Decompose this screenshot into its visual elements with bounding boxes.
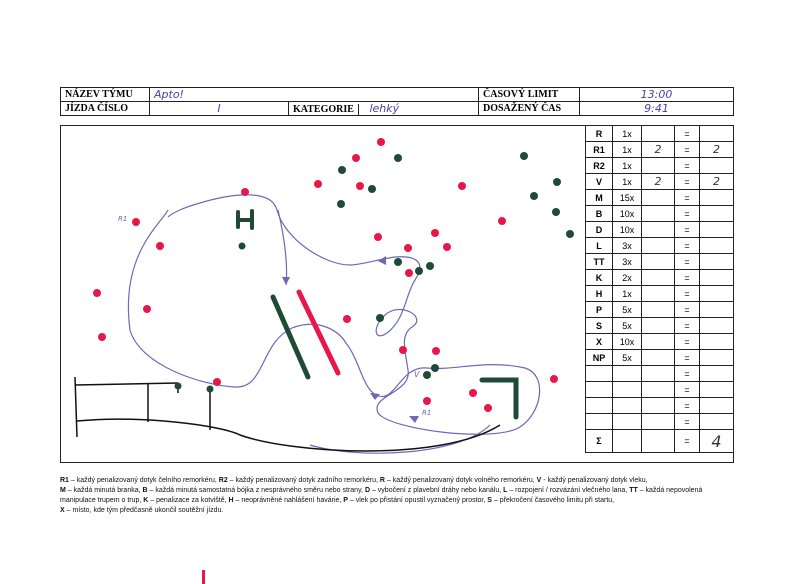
scoring-eq-cell: = bbox=[675, 174, 700, 190]
legend-text: – překročení časového limitu při startu, bbox=[491, 497, 615, 504]
scoring-code-cell bbox=[586, 366, 613, 382]
green-buoy bbox=[426, 262, 434, 270]
legend-code: K bbox=[143, 497, 149, 504]
scoring-eq-cell: = bbox=[675, 398, 700, 414]
legend-code: H bbox=[228, 497, 234, 504]
scoring-empty-cell bbox=[613, 430, 642, 453]
scoring-total-cell bbox=[700, 286, 734, 302]
scoring-sum-total-cell: 4 bbox=[700, 430, 734, 453]
scoring-eq-cell: = bbox=[675, 158, 700, 174]
scoring-eq-cell: = bbox=[675, 206, 700, 222]
legend-code: X bbox=[60, 507, 65, 514]
scoring-mult-cell: 3x bbox=[613, 238, 642, 254]
scoring-row bbox=[586, 350, 734, 366]
green-buoy bbox=[423, 371, 431, 379]
scoring-mult-cell: 5x bbox=[613, 350, 642, 366]
red-buoy bbox=[352, 154, 360, 162]
green-buoy bbox=[239, 243, 246, 250]
time-limit-value: 13:00 bbox=[580, 88, 734, 102]
scoring-eq-cell: = bbox=[675, 302, 700, 318]
scoring-code-cell: V bbox=[586, 174, 613, 190]
legend-code: L bbox=[503, 487, 508, 494]
scoring-table bbox=[585, 125, 734, 453]
green-buoy bbox=[552, 208, 560, 216]
route-arrow bbox=[378, 256, 386, 265]
scoring-mult-cell: 10x bbox=[613, 206, 642, 222]
red-buoy bbox=[498, 217, 506, 225]
scoring-total-cell bbox=[700, 382, 734, 398]
time-achieved-value: 9:41 bbox=[580, 102, 734, 116]
scoring-code-cell bbox=[586, 382, 613, 398]
scoring-mult-cell: 1x bbox=[613, 142, 642, 158]
route-line-entry bbox=[278, 210, 287, 285]
legend-code: S bbox=[487, 497, 492, 504]
green-buoy bbox=[520, 152, 528, 160]
category-cell bbox=[289, 102, 479, 116]
scoring-sum-eq-cell: = bbox=[675, 430, 700, 453]
red-buoy bbox=[431, 229, 439, 237]
dock bbox=[75, 377, 500, 451]
scoring-code-cell: H bbox=[586, 286, 613, 302]
scoring-count-cell bbox=[642, 238, 675, 254]
scoring-row bbox=[586, 206, 734, 222]
scoring-total-cell bbox=[700, 318, 734, 334]
scoring-sum-symbol-cell: Σ bbox=[586, 430, 613, 453]
green-buoy bbox=[394, 258, 402, 266]
scoring-row bbox=[586, 190, 734, 206]
legend-text: – každý penalizovaný dotyk zadního remorkéru, bbox=[227, 477, 380, 484]
scoring-mult-cell bbox=[613, 366, 642, 382]
red-buoy bbox=[132, 218, 140, 226]
scoring-mult-cell: 1x bbox=[613, 286, 642, 302]
scoring-total-cell bbox=[700, 222, 734, 238]
legend-text: - každý penalizovaný dotyk vleku, bbox=[541, 477, 648, 484]
scoring-row bbox=[586, 142, 734, 158]
green-buoy bbox=[431, 364, 439, 372]
v-mark: V bbox=[414, 370, 420, 379]
scoring-total-cell bbox=[700, 398, 734, 414]
red-buoy bbox=[343, 315, 351, 323]
scoring-code-cell bbox=[586, 414, 613, 430]
red-buoy bbox=[432, 347, 440, 355]
green-buoy bbox=[394, 154, 402, 162]
red-buoy bbox=[213, 378, 221, 386]
legend-code: R bbox=[379, 477, 385, 484]
scoring-row bbox=[586, 254, 734, 270]
scoring-mult-cell bbox=[613, 382, 642, 398]
red-buoy bbox=[458, 182, 466, 190]
scoring-code-cell: M bbox=[586, 190, 613, 206]
legend-code: TT bbox=[629, 487, 638, 494]
scoring-mult-cell: 1x bbox=[613, 174, 642, 190]
scoring-total-cell bbox=[700, 158, 734, 174]
legend-text: – místo, kde tým předčasně ukončil soutěžní jízdu. bbox=[64, 507, 224, 514]
legend-code: B bbox=[142, 487, 148, 494]
scoring-count-cell bbox=[642, 222, 675, 238]
green-buoy bbox=[415, 267, 423, 275]
scoring-eq-cell: = bbox=[675, 366, 700, 382]
scoring-count-cell bbox=[642, 270, 675, 286]
header-table bbox=[60, 87, 734, 116]
scoring-code-cell: S bbox=[586, 318, 613, 334]
scoring-code-cell: R bbox=[586, 126, 613, 142]
scoring-code-cell: NP bbox=[586, 350, 613, 366]
scoring-total-cell bbox=[700, 190, 734, 206]
scoring-total-cell bbox=[700, 334, 734, 350]
scoring-eq-cell: = bbox=[675, 334, 700, 350]
scoring-code-cell: D bbox=[586, 222, 613, 238]
scoring-eq-cell: = bbox=[675, 382, 700, 398]
red-buoy bbox=[443, 243, 451, 251]
red-buoy bbox=[423, 397, 431, 405]
green-buoy bbox=[337, 200, 345, 208]
red-buoy bbox=[377, 138, 385, 146]
scoring-mult-cell: 1x bbox=[613, 126, 642, 142]
time-limit-label: ČASOVÝ LIMIT bbox=[479, 88, 580, 102]
scoring-mult-cell: 15x bbox=[613, 190, 642, 206]
scoring-total-cell bbox=[700, 270, 734, 286]
scoring-eq-cell: = bbox=[675, 126, 700, 142]
scoring-eq-cell: = bbox=[675, 238, 700, 254]
scoring-empty-cell bbox=[642, 430, 675, 453]
legend-code: R2 bbox=[218, 477, 228, 484]
red-buoy bbox=[484, 404, 492, 412]
scoring-eq-cell: = bbox=[675, 414, 700, 430]
scoring-count-cell bbox=[642, 126, 675, 142]
red-buoy bbox=[550, 375, 558, 383]
red-buoy bbox=[98, 333, 106, 341]
scoring-row bbox=[586, 158, 734, 174]
legend-text: – rozpojení / rozvázání vlečného lana, bbox=[507, 487, 630, 494]
legend bbox=[60, 476, 740, 516]
scoring-mult-cell bbox=[613, 398, 642, 414]
scoring-total-cell bbox=[700, 366, 734, 382]
scoring-row bbox=[586, 334, 734, 350]
legend-text: – vlek po přistání opustil vyznačený prostor, bbox=[347, 497, 488, 504]
scoring-code-cell: R1 bbox=[586, 142, 613, 158]
scoring-total-cell bbox=[700, 126, 734, 142]
scoring-count-cell bbox=[642, 254, 675, 270]
scoring-row bbox=[586, 302, 734, 318]
legend-code: M bbox=[60, 487, 66, 494]
route-arrow bbox=[409, 416, 419, 423]
category-label: KATEGORIE bbox=[289, 104, 359, 115]
legend-text: – penalizace za kotviště, bbox=[148, 497, 229, 504]
scoring-row bbox=[586, 222, 734, 238]
scoring-count-cell: 2 bbox=[642, 142, 675, 158]
red-buoy bbox=[405, 269, 413, 277]
scoring-eq-cell: = bbox=[675, 222, 700, 238]
scoring-code-cell: TT bbox=[586, 254, 613, 270]
green-channel-bar bbox=[273, 297, 308, 377]
scoring-row bbox=[586, 270, 734, 286]
legend-code: D bbox=[364, 487, 371, 494]
scoring-total-cell bbox=[700, 414, 734, 430]
team-label: NÁZEV TÝMU bbox=[61, 88, 150, 102]
red-buoy bbox=[399, 346, 407, 354]
scoring-row bbox=[586, 366, 734, 382]
red-buoy bbox=[356, 182, 364, 190]
red-buoy bbox=[314, 180, 322, 188]
legend-code: V bbox=[536, 477, 542, 484]
scoring-code-cell: P bbox=[586, 302, 613, 318]
scoring-eq-cell: = bbox=[675, 286, 700, 302]
category-value: lehký bbox=[369, 102, 400, 115]
scoring-mult-cell: 1x bbox=[613, 158, 642, 174]
ride-number-label: JÍZDA ČÍSLO bbox=[61, 102, 150, 116]
scoring-count-cell bbox=[642, 414, 675, 430]
scoring-count-cell bbox=[642, 302, 675, 318]
scoring-mult-cell: 2x bbox=[613, 270, 642, 286]
legend-text: – každý penalizovaný dotyk čelního remorkéru, bbox=[68, 477, 219, 484]
scoring-row bbox=[586, 238, 734, 254]
scoring-total-cell: 2 bbox=[700, 142, 734, 158]
r1-mark-b: R1 bbox=[422, 409, 432, 417]
route-line-exit bbox=[310, 425, 490, 453]
red-channel-bar bbox=[299, 292, 338, 373]
scoring-count-cell bbox=[642, 190, 675, 206]
scoring-sum-row bbox=[586, 430, 734, 453]
red-buoy bbox=[374, 233, 382, 241]
scoring-row bbox=[586, 126, 734, 142]
scoring-mult-cell: 10x bbox=[613, 334, 642, 350]
legend-text: – každá minutá samostatná bójka z nesprávného směru nebo strany, bbox=[147, 487, 365, 494]
scoring-eq-cell: = bbox=[675, 318, 700, 334]
scoring-mult-cell: 10x bbox=[613, 222, 642, 238]
scoring-code-cell: B bbox=[586, 206, 613, 222]
route-line bbox=[128, 195, 539, 434]
legend-text: – každá nepovolená manipulace trupem o trup, bbox=[60, 487, 703, 504]
team-value: Apto! bbox=[150, 88, 479, 102]
scoring-mult-cell: 5x bbox=[613, 318, 642, 334]
route-arrow bbox=[282, 277, 290, 285]
scoring-eq-cell: = bbox=[675, 142, 700, 158]
scoring-row bbox=[586, 174, 734, 190]
scoring-eq-cell: = bbox=[675, 350, 700, 366]
scoring-code-cell bbox=[586, 398, 613, 414]
green-buoy bbox=[338, 166, 346, 174]
green-buoy bbox=[530, 192, 538, 200]
green-h-marker bbox=[238, 211, 252, 228]
scoring-count-cell bbox=[642, 158, 675, 174]
red-buoy bbox=[156, 242, 164, 250]
legend-text: – každá minutá branka, bbox=[65, 487, 143, 494]
scoring-eq-cell: = bbox=[675, 270, 700, 286]
red-buoy bbox=[143, 305, 151, 313]
time-achieved-label: DOSAŽENÝ ČAS bbox=[479, 102, 580, 116]
scoring-mult-cell bbox=[613, 414, 642, 430]
scoring-row bbox=[586, 286, 734, 302]
red-buoy bbox=[93, 289, 101, 297]
scoring-mult-cell: 3x bbox=[613, 254, 642, 270]
legend-text: – vybočení z plavební dráhy nebo kanálu, bbox=[370, 487, 504, 494]
red-buoy bbox=[241, 188, 249, 196]
scoring-eq-cell: = bbox=[675, 254, 700, 270]
legend-text: – neoprávněné nahlášení havárie, bbox=[233, 497, 344, 504]
scoring-row bbox=[586, 382, 734, 398]
scoring-code-cell: R2 bbox=[586, 158, 613, 174]
scoring-total-cell bbox=[700, 238, 734, 254]
scoring-count-cell: 2 bbox=[642, 174, 675, 190]
scoring-total-cell: 2 bbox=[700, 174, 734, 190]
scoring-count-cell bbox=[642, 334, 675, 350]
scoring-code-cell: X bbox=[586, 334, 613, 350]
green-buoy bbox=[566, 230, 574, 238]
green-buoy bbox=[175, 383, 182, 390]
scoring-total-cell bbox=[700, 254, 734, 270]
stray-red-mark bbox=[202, 570, 205, 584]
scoring-row bbox=[586, 318, 734, 334]
scoring-count-cell bbox=[642, 318, 675, 334]
scoring-row bbox=[586, 398, 734, 414]
red-buoy bbox=[469, 389, 477, 397]
red-buoy bbox=[404, 244, 412, 252]
scoring-count-cell bbox=[642, 350, 675, 366]
scoring-total-cell bbox=[700, 350, 734, 366]
scoring-count-cell bbox=[642, 366, 675, 382]
r1-mark-a: R1 bbox=[118, 215, 128, 223]
scoring-code-cell: L bbox=[586, 238, 613, 254]
scoring-mult-cell: 5x bbox=[613, 302, 642, 318]
legend-text: – každý penalizovaný dotyk volného remorkéru, bbox=[384, 477, 537, 484]
scoring-count-cell bbox=[642, 398, 675, 414]
green-buoy bbox=[553, 178, 561, 186]
green-buoy bbox=[376, 314, 384, 322]
scoring-eq-cell: = bbox=[675, 190, 700, 206]
green-buoy bbox=[368, 185, 376, 193]
ride-number-value: I bbox=[150, 102, 289, 116]
scoring-total-cell bbox=[700, 302, 734, 318]
scoring-count-cell bbox=[642, 286, 675, 302]
scoring-total-cell bbox=[700, 206, 734, 222]
scoring-code-cell: K bbox=[586, 270, 613, 286]
green-buoy bbox=[207, 386, 214, 393]
scoring-row bbox=[586, 414, 734, 430]
scoring-count-cell bbox=[642, 382, 675, 398]
legend-code: R1 bbox=[60, 477, 69, 484]
legend-code: P bbox=[343, 497, 348, 504]
scoring-count-cell bbox=[642, 206, 675, 222]
course-diagram bbox=[60, 125, 585, 463]
